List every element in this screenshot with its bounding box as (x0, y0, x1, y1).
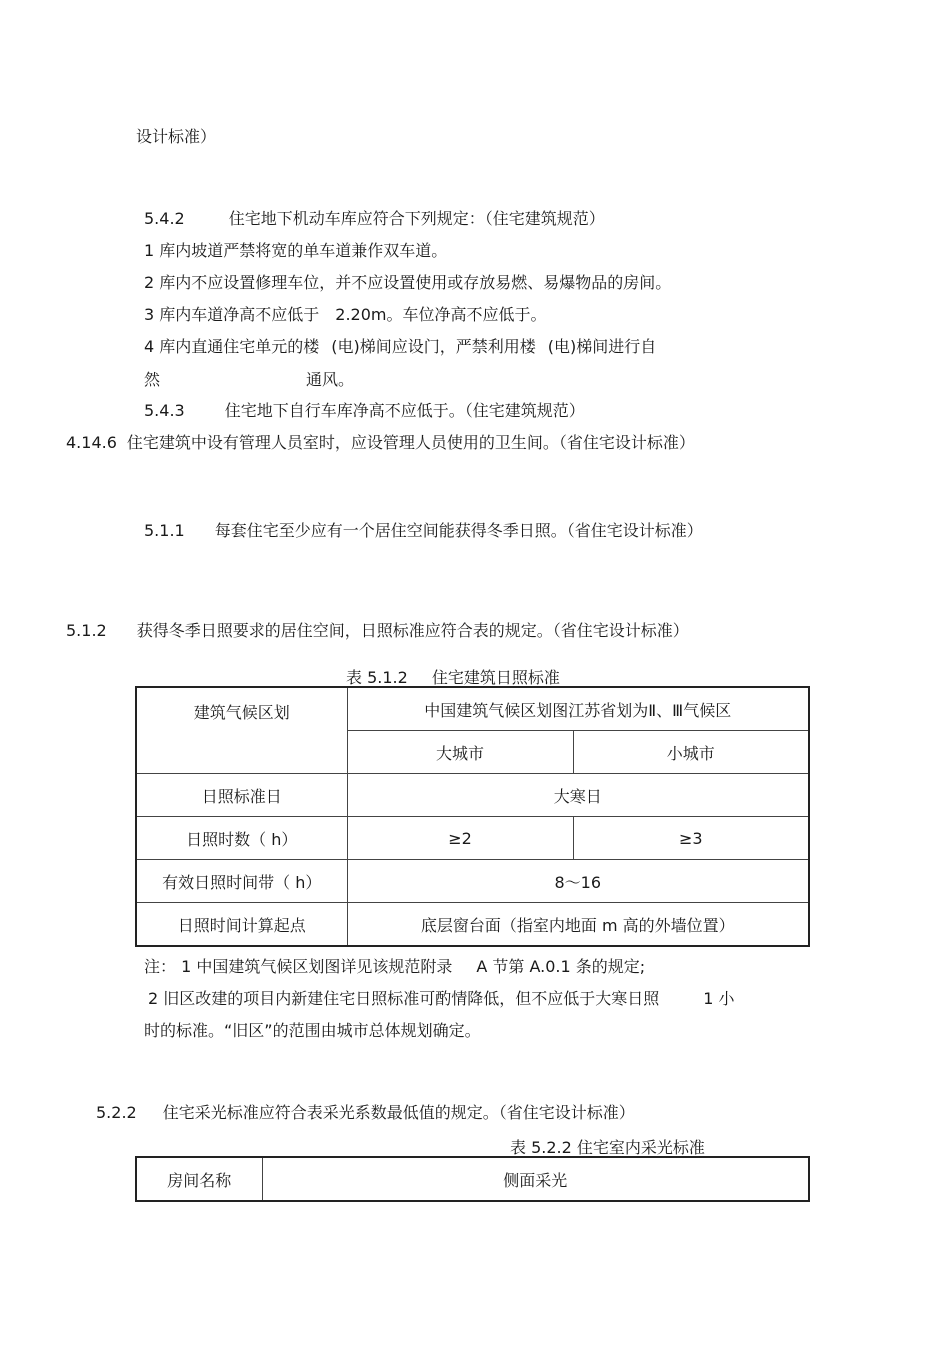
table-row (136, 903, 809, 947)
table-header-cell: 中国建筑气候区划图江苏省划为Ⅱ、Ⅲ气候区 (347, 687, 809, 731)
clause-number: 5.1.2 (66, 621, 107, 640)
clause-number: 4.14.6 (66, 433, 117, 452)
clause-text: 住宅地下机动车库应符合下列规定：（住宅建筑规范） (228, 209, 605, 228)
clause-5-2-2 (96, 1103, 635, 1123)
table-cell: 日照时间计算起点 (136, 903, 347, 947)
clause-text: 住宅采光标准应符合表采光系数最低值的规定。（省住宅设计标准） (162, 1103, 635, 1122)
clause-text: 住宅建筑中设有管理人员室时，应设管理人员使用的卫生间。（省住宅设计标准） (126, 433, 695, 452)
note-text: 注： 1 中国建筑气候区划图详见该规范附录 (144, 957, 453, 976)
note-text: 1 小 (703, 989, 735, 1008)
table-row (136, 860, 809, 903)
clause-5-1-1 (144, 521, 703, 541)
table-header-cell: 建筑气候区划 (136, 687, 347, 774)
clause-5-4-2 (144, 209, 605, 229)
list-item-text: 然 (144, 370, 161, 389)
clause-number: 5.4.2 (144, 209, 185, 228)
table-number: 表 5.1.2 (346, 668, 408, 687)
table-note (144, 957, 645, 977)
clause-5-4-3 (144, 401, 585, 421)
clause-number: 5.2.2 (96, 1103, 137, 1122)
clause-4-14-6 (66, 433, 695, 453)
list-item (144, 337, 656, 357)
table-header-cell: 侧面采光 (262, 1157, 809, 1201)
table-cell: ≥2 (347, 817, 573, 860)
list-item-text: 3 库内车道净高不应低于 (144, 305, 320, 324)
table-cell: 底层窗台面（指室内地面 m 高的外墙位置） (347, 903, 809, 947)
note-text: 2 旧区改建的项目内新建住宅日照标准可酌情降低，但不应低于大寒日照 (148, 989, 660, 1008)
list-item: 1 库内坡道严禁将宽的单车道兼作双车道。 (144, 241, 448, 260)
table-title: 住宅建筑日照标准 (431, 668, 560, 687)
list-item: 2 库内不应设置修理车位，并不应设置使用或存放易燃、易爆物品的房间。 (144, 273, 672, 292)
list-item-text: 2.20m。车位净高不应低于。 (335, 305, 547, 324)
clause-number: 5.4.3 (144, 401, 185, 420)
list-item-text: (电)梯间应设门，严禁利用楼 (331, 337, 536, 356)
table-cell: 大寒日 (347, 774, 809, 817)
list-item-text: 通风。 (306, 370, 355, 389)
table-row (136, 774, 809, 817)
table-cell: 日照时数（ h） (136, 817, 347, 860)
list-item-text: 4 库内直通住宅单元的楼 (144, 337, 320, 356)
list-item (144, 305, 547, 325)
table-note: 时的标准。“旧区”的范围由城市总体规划确定。 (144, 1021, 481, 1040)
table-header-cell: 房间名称 (136, 1157, 262, 1201)
clause-5-1-2 (66, 621, 689, 641)
text-line: 设计标准） (136, 127, 217, 146)
table-cell: 日照标准日 (136, 774, 347, 817)
table-caption (346, 665, 560, 688)
list-item-text: (电)梯间进行自 (547, 337, 657, 356)
table-note (148, 989, 735, 1009)
clause-number: 5.1.1 (144, 521, 185, 540)
note-text: A 节第 A.0.1 条的规定; (476, 957, 646, 976)
sunlight-standard-table (135, 686, 810, 947)
table-caption: 表 5.2.2 住宅室内采光标准 (510, 1138, 705, 1157)
clause-text: 住宅地下自行车库净高不应低于。（住宅建筑规范） (224, 401, 585, 420)
table-header-cell: 大城市 (347, 731, 573, 774)
table-row (136, 817, 809, 860)
table-cell: 8～16 (347, 860, 809, 903)
list-item (144, 370, 354, 390)
table-cell: 有效日照时间带（ h） (136, 860, 347, 903)
table-cell: ≥3 (573, 817, 809, 860)
table-header-cell: 小城市 (573, 731, 809, 774)
daylight-standard-table (135, 1156, 810, 1202)
clause-text: 每套住宅至少应有一个居住空间能获得冬季日照。（省住宅设计标准） (214, 521, 703, 540)
clause-text: 获得冬季日照要求的居住空间，日照标准应符合表的规定。（省住宅设计标准） (136, 621, 689, 640)
